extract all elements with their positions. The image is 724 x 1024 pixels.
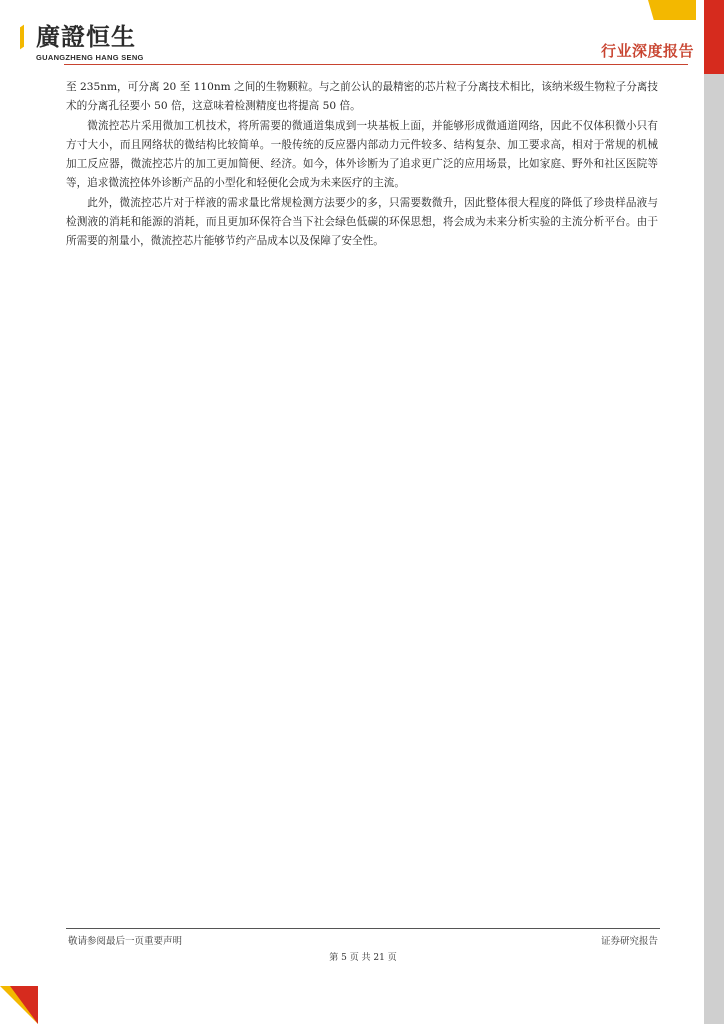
logo-chinese-text: 廣證恒生 bbox=[36, 23, 136, 51]
report-type-label: 行业深度报告 bbox=[600, 42, 694, 60]
corner-accent-red bbox=[704, 0, 724, 74]
footer-report-label: 证券研究报告 bbox=[600, 936, 658, 947]
logo-english-text: GUANGZHENG HANG SENG bbox=[36, 53, 144, 62]
body-paragraph: 此外，微流控芯片对于样液的需求量比常规检测方法要少的多，只需要数微升，因此整体很大程度的降低了珍贵样品液与检测液的消耗和能源的消耗，而且更加环保符合当下社会绿色低碳的环保思想，将会成为未来分析实验的主流分析平台。由于所需要的剂量小，微流控芯片能够节约产品成本以及保障了安全性。 bbox=[66, 196, 658, 248]
page-side-bar bbox=[704, 74, 724, 1024]
body-paragraph: 微流控芯片采用微加工机技术，将所需要的微通道集成到一块基板上面，并能够形成微通道网络，因此不仅体积微小只有方寸大小，而且网络状的微结构比较简单。一般传统的反应器内部动力元件较多、结构复杂、加工要求高，相对于常规的机械加工反应器，微流控芯片的加工更加简便、经济。如今，体外诊断为了追求更广泛的应用场景，比如家庭、野外和社区医院等等，追求微流控体外诊断产品的小型化和轻便化会成为未来医疗的主流。 bbox=[66, 119, 658, 190]
footer-divider bbox=[66, 928, 660, 929]
document-body bbox=[66, 78, 658, 252]
logo-accent-mark bbox=[20, 25, 24, 50]
bottom-corner-accent bbox=[0, 986, 38, 1024]
body-paragraph: 至 235nm，可分离 20 至 110nm 之间的生物颗粒。与之前公认的最精密的芯片粒子分离技术相比，该纳米级生物粒子分离技术的分离孔径要小 50 倍，这意味着检测精度也将提高 50 倍。 bbox=[66, 81, 658, 113]
page-number: 第 5 页 共 21 页 bbox=[329, 953, 397, 963]
footer-disclaimer: 敬请参阅最后一页重要声明 bbox=[68, 936, 183, 947]
corner-accent-yellow bbox=[648, 0, 696, 20]
header-divider bbox=[64, 64, 688, 65]
company-logo bbox=[36, 22, 144, 63]
